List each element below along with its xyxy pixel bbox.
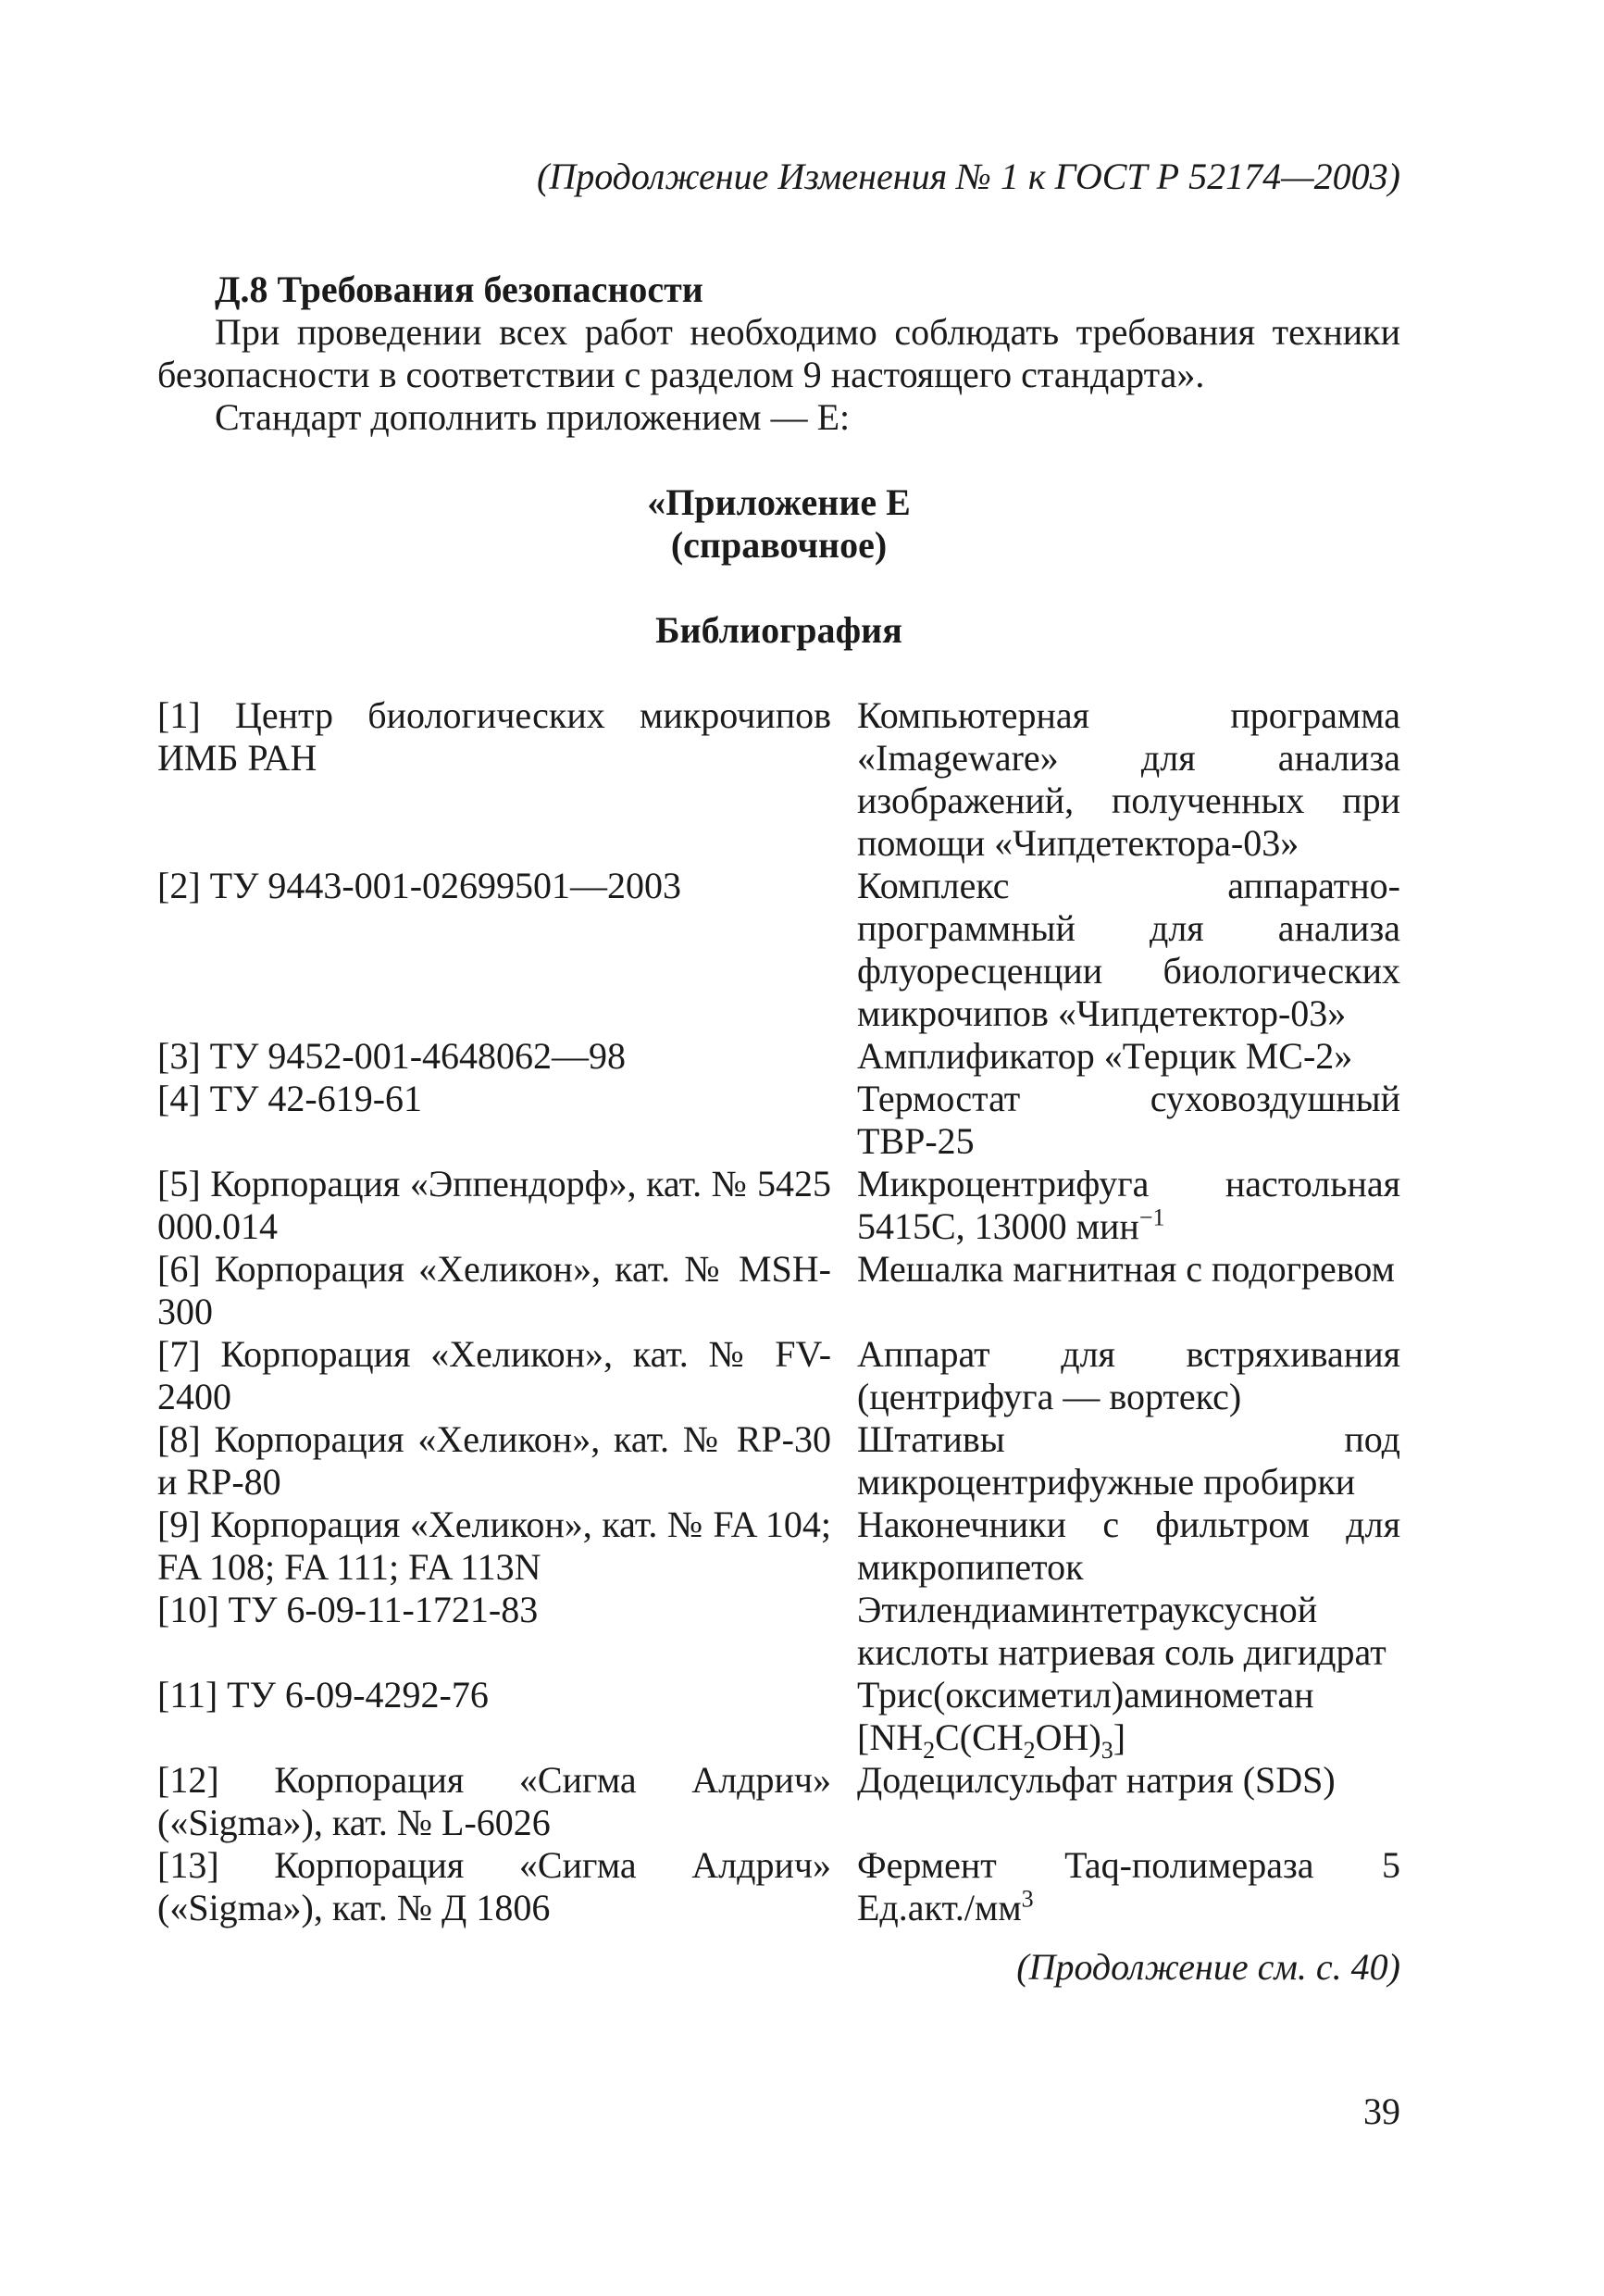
bibliography-ref <box>157 1759 857 1844</box>
bibliography-desc <box>857 1674 1400 1764</box>
bibliography-row <box>157 694 1400 865</box>
bibliography-row <box>157 1333 1400 1418</box>
bibliography-desc: Аппарат для встряхивания (центрифуга — вортекс) <box>857 1333 1400 1417</box>
ref-number: [4] <box>157 1078 201 1119</box>
section-paragraph: При проведении всех работ необходимо соблюдать требования техники безопасности в соответствии с разделом 9 настоящего стандарта». <box>157 311 1400 395</box>
ref-text: ТУ 9452-001-4648062—98 <box>209 1035 627 1077</box>
formula-subscript: 3 <box>1100 1737 1113 1764</box>
bibliography-ref <box>157 1504 857 1589</box>
chemical-formula <box>857 1716 1126 1764</box>
ref-number: [1] <box>157 694 201 736</box>
ref-number: [13] <box>157 1844 219 1886</box>
bibliography-row <box>157 1078 1400 1163</box>
bibliography-table <box>157 694 1400 1929</box>
ref-number: [9] <box>157 1504 201 1545</box>
ref-text: ТУ 42-619-61 <box>209 1078 423 1119</box>
bibliography-desc <box>857 1844 1400 1929</box>
bibliography-ref <box>157 1163 857 1248</box>
formula-part: OH) <box>1035 1716 1101 1758</box>
formula-part: [NH <box>857 1716 924 1758</box>
bibliography-ref <box>157 694 857 865</box>
bibliography-row <box>157 1759 1400 1844</box>
continuation-note: (Продолжение см. с. 40) <box>1016 1946 1400 1988</box>
desc-superscript: 3 <box>1021 1885 1034 1913</box>
bibliography-ref <box>157 1248 857 1333</box>
ref-number: [7] <box>157 1333 201 1375</box>
section-paragraph: Стандарт дополнить приложением — Е: <box>215 396 851 438</box>
desc-superscript: −1 <box>1138 1204 1165 1231</box>
bibliography-ref <box>157 1078 857 1163</box>
ref-text: Центр биологических микрочипов ИМБ РАН <box>157 694 831 779</box>
bibliography-row <box>157 1589 1400 1674</box>
desc-text: Фермент Taq-полимераза 5 Ед.акт./мм <box>857 1844 1400 1928</box>
formula-part: C(CH <box>935 1716 1024 1758</box>
ref-text: ТУ 9443-001-02699501—2003 <box>209 865 682 906</box>
bibliography-ref <box>157 1418 857 1504</box>
formula-subscript: 2 <box>1023 1737 1036 1764</box>
ref-text: Корпорация «Хеликон», кат. № RP-30 и RP-80 <box>157 1418 831 1503</box>
bibliography-desc <box>857 1163 1400 1248</box>
bibliography-desc: Этилендиаминтетрауксусной кислоты натриевая соль дигидрат <box>857 1589 1386 1673</box>
bibliography-desc: Мешалка магнитная с подогревом <box>857 1248 1395 1290</box>
bibliography-desc: Амплификатор «Терцик МС-2» <box>857 1035 1353 1077</box>
bibliography-row <box>157 1844 1400 1929</box>
bibliography-title: Библиография <box>655 609 902 651</box>
ref-number: [12] <box>157 1759 219 1801</box>
ref-number: [11] <box>157 1674 218 1716</box>
section-heading: Д.8 Требования безопасности <box>215 268 703 310</box>
formula-subscript: 2 <box>923 1737 936 1764</box>
bibliography-row <box>157 1674 1400 1759</box>
appendix-title: «Приложение Е <box>647 481 911 523</box>
bibliography-row <box>157 1418 1400 1504</box>
bibliography-desc: Наконечники с фильтром для микропипеток <box>857 1504 1400 1588</box>
ref-number: [8] <box>157 1418 201 1460</box>
formula-part: ] <box>1113 1716 1126 1758</box>
bibliography-row <box>157 1504 1400 1589</box>
document-page <box>157 156 1400 1989</box>
page-number: 39 <box>1363 2090 1400 2132</box>
bibliography-desc: Термостат суховоздушный ТВР-25 <box>857 1078 1400 1162</box>
ref-text: Корпорация «Хеликон», кат. № MSH-300 <box>157 1248 832 1332</box>
bibliography-ref <box>157 1589 857 1674</box>
bibliography-ref <box>157 865 857 1035</box>
bibliography-desc: Комплекс аппаратно-программный для анализа флуоресценции биологических микрочипов «Чипдетектор-03» <box>857 865 1400 1034</box>
ref-text: Корпорация «Сигма Алдрич» («Sigma»), кат. № L-6026 <box>157 1759 831 1843</box>
ref-number: [5] <box>157 1163 201 1204</box>
bibliography-row <box>157 865 1400 1035</box>
ref-text: ТУ 6-09-4292-76 <box>227 1674 489 1716</box>
bibliography-ref <box>157 1844 857 1929</box>
desc-text: Трис(оксиметил)аминометан <box>857 1674 1314 1716</box>
ref-number: [3] <box>157 1035 201 1077</box>
desc-text: Микроцентрифуга настольная 5415С, 13000 мин <box>857 1163 1400 1247</box>
ref-text: Корпорация «Хеликон», кат. № FA 104; FA 108; FA 111; FA 113N <box>157 1504 831 1588</box>
bibliography-ref <box>157 1674 857 1759</box>
ref-text: Корпорация «Эппендорф», кат. № 5425 000.014 <box>157 1163 831 1247</box>
bibliography-row <box>157 1248 1400 1333</box>
ref-number: [10] <box>157 1589 219 1630</box>
ref-text: Корпорация «Хеликон», кат. № FV-2400 <box>157 1333 832 1417</box>
header-note: (Продолжение Изменения № 1 к ГОСТ Р 52174—2003) <box>537 156 1400 197</box>
bibliography-desc: Додецилсульфат натрия (SDS) <box>857 1759 1336 1801</box>
bibliography-row <box>157 1035 1400 1078</box>
bibliography-desc: Штативы под микроцентрифужные пробирки <box>857 1418 1400 1503</box>
bibliography-ref <box>157 1333 857 1418</box>
ref-text: ТУ 6-09-11-1721-83 <box>228 1589 539 1630</box>
ref-number: [2] <box>157 865 201 906</box>
bibliography-row <box>157 1163 1400 1248</box>
appendix-kind: (справочное) <box>670 524 888 566</box>
bibliography-ref <box>157 1035 857 1078</box>
ref-number: [6] <box>157 1248 201 1290</box>
bibliography-desc: Компьютерная программа «Imageware» для анализа изображений, полученных при помощи «Чипдетектора-03» <box>857 694 1400 864</box>
ref-text: Корпорация «Сигма Алдрич» («Sigma»), кат. № Д 1806 <box>157 1844 831 1928</box>
